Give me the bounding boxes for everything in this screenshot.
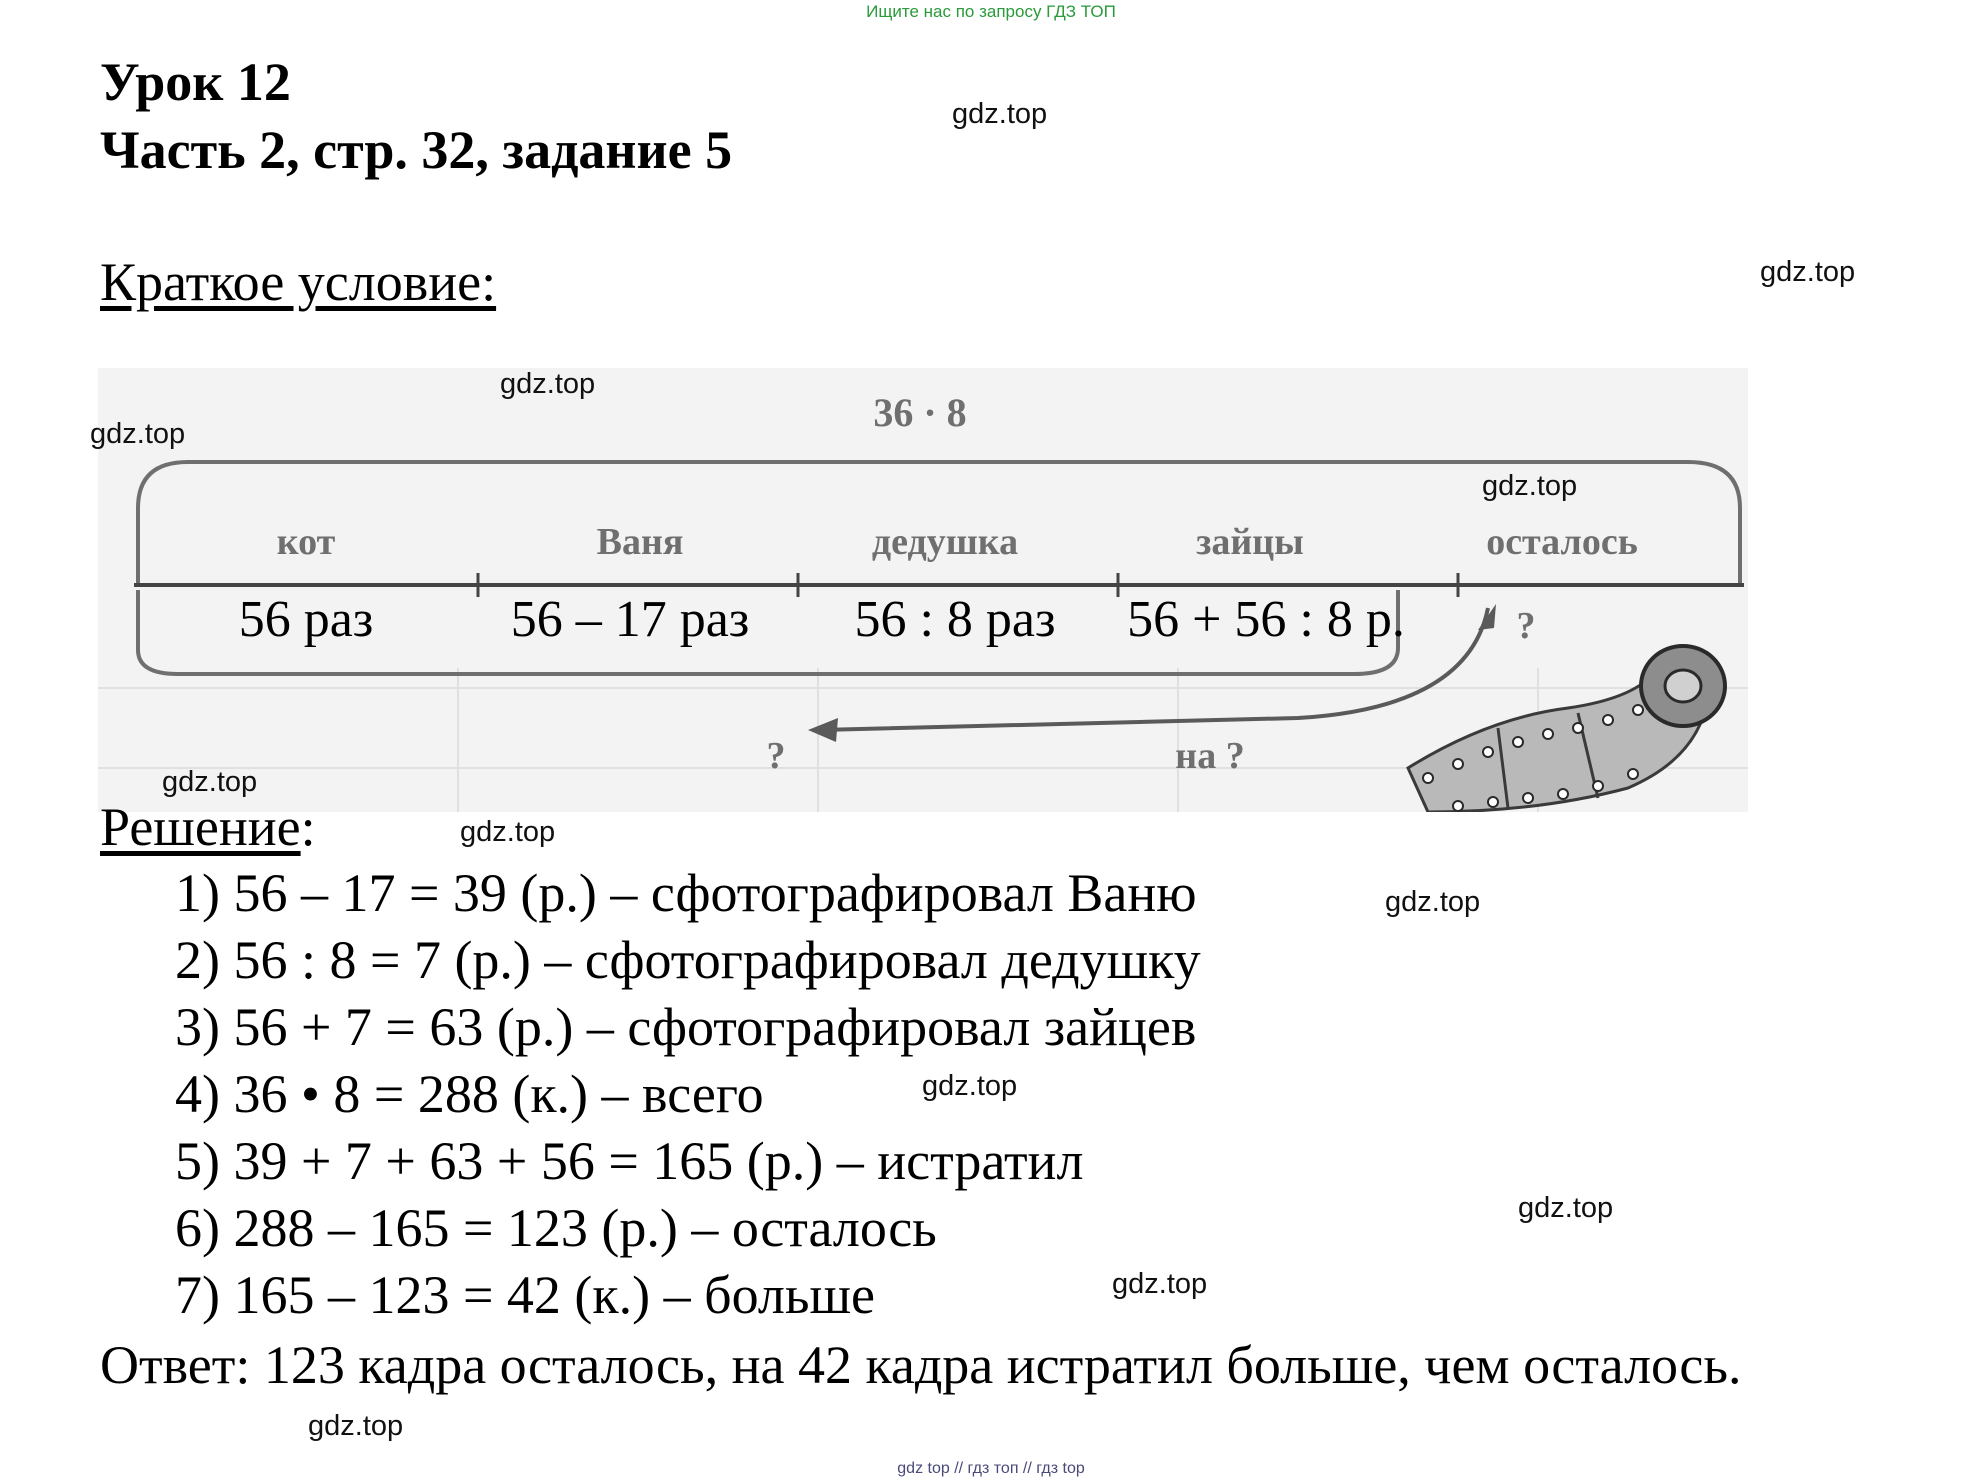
value-cat: 56 раз — [238, 591, 374, 648]
segment-label-remaining: осталось — [1486, 521, 1638, 563]
watermark: gdz.top — [460, 816, 556, 848]
solution-colon: : — [300, 797, 316, 857]
solution-step-1: 1) 56 – 17 = 39 (р.) – сфотографировал Ваню — [175, 863, 1197, 923]
short-condition-label: Краткое условие: — [100, 252, 497, 312]
diagram-svg — [98, 368, 1748, 812]
watermark: gdz.top — [1112, 1268, 1208, 1300]
watermark: gdz.top — [500, 368, 596, 400]
solution-step-4: 4) 36 • 8 = 288 (к.) – всего — [175, 1064, 764, 1124]
watermark: gdz.top — [308, 1410, 404, 1442]
solution-step-7: 7) 165 – 123 = 42 (к.) – больше — [175, 1265, 876, 1325]
segment-label-hares: зайцы — [1196, 521, 1304, 563]
watermark: gdz.top — [1385, 886, 1481, 918]
watermark: gdz.top — [1518, 1192, 1614, 1224]
task-title: Часть 2, стр. 32, задание 5 — [100, 120, 733, 180]
question-remaining: ? — [1516, 605, 1536, 647]
condition-diagram — [98, 368, 1748, 812]
watermark: gdz.top — [90, 418, 186, 450]
segment-label-grandpa: дедушка — [871, 521, 1019, 563]
answer-text: Ответ: 123 кадра осталось, на 42 кадра истратил больше, чем осталось. — [100, 1335, 1742, 1395]
question-left: ? — [766, 735, 786, 777]
footer: gdz top // гдз топ // гдз top — [897, 1460, 1085, 1477]
watermark: gdz.top — [162, 766, 258, 798]
watermark: gdz.top — [1482, 470, 1578, 502]
top-banner: Ищите нас по запросу ГДЗ ТОП — [866, 2, 1116, 21]
solution-step-3: 3) 56 + 7 = 63 (р.) – сфотографировал зайцев — [175, 997, 1197, 1057]
value-hares: 56 + 56 : 8 р. — [1127, 591, 1405, 648]
diagram-total-expression: 36 · 8 — [873, 390, 967, 435]
solution-label: Решение — [100, 797, 301, 857]
segment-label-vanya: Ваня — [596, 521, 684, 563]
solution-step-6: 6) 288 – 165 = 123 (р.) – осталось — [175, 1198, 937, 1258]
watermark: gdz.top — [952, 98, 1048, 130]
watermark: gdz.top — [922, 1070, 1018, 1102]
segment-label-cat: кот — [276, 521, 336, 563]
value-grandpa: 56 : 8 раз — [854, 591, 1056, 648]
question-difference: на ? — [1175, 735, 1245, 777]
solution-step-2: 2) 56 : 8 = 7 (р.) – сфотографировал дедушку — [175, 930, 1201, 990]
lesson-title: Урок 12 — [100, 52, 291, 112]
watermark: gdz.top — [1760, 256, 1856, 288]
solution-step-5: 5) 39 + 7 + 63 + 56 = 165 (р.) – истратил — [175, 1131, 1084, 1191]
value-vanya: 56 – 17 раз — [510, 591, 750, 648]
solution-heading — [100, 797, 316, 857]
